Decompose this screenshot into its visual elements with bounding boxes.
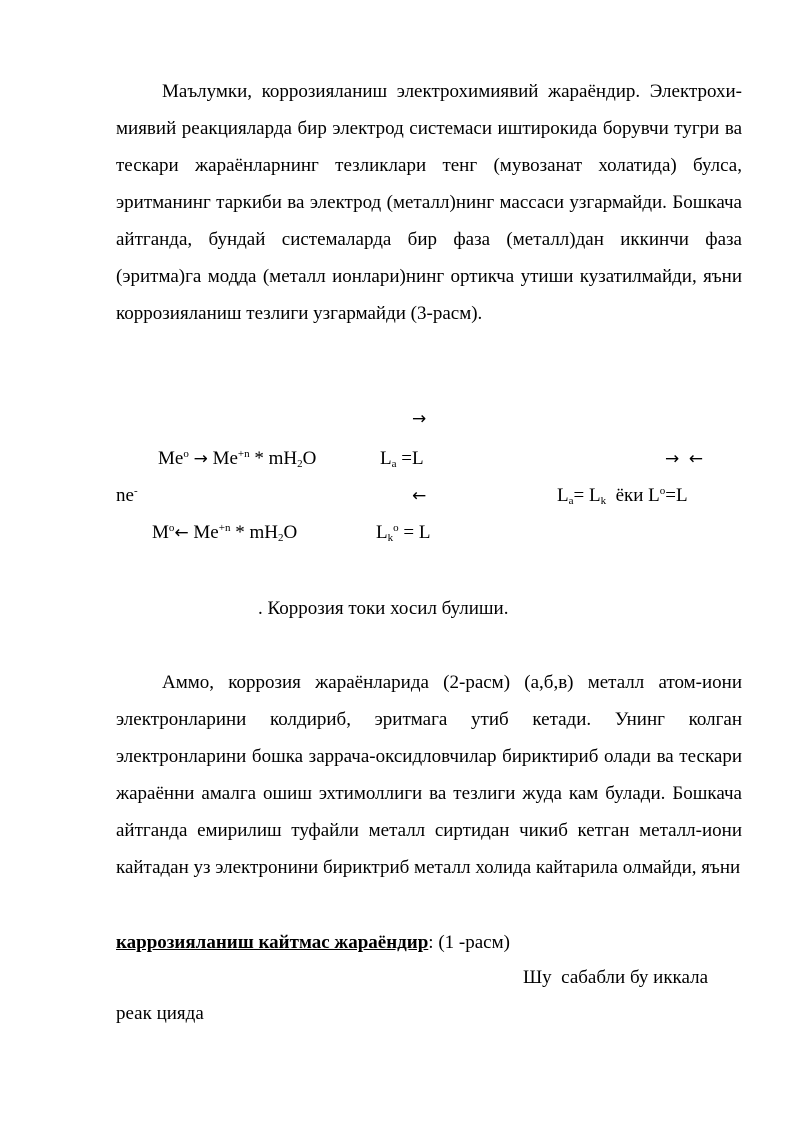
eq-me2-sup: +n (237, 448, 250, 460)
res-l1: L (557, 485, 569, 506)
la-sub: a (391, 458, 397, 470)
equation-lk (376, 522, 430, 544)
right-arrow-icon: → (193, 449, 208, 469)
right-arrow-icon: → (665, 449, 680, 469)
paragraph-intro (116, 73, 742, 332)
underlined-line (116, 932, 510, 954)
eq3-me-sup: +n (218, 522, 231, 534)
res-sub2: k (600, 495, 607, 507)
equation-la (380, 448, 424, 470)
underlined-phrase: каррозияланиш кайтмас жараёндир (116, 932, 429, 953)
lk-rest: = L (398, 522, 431, 543)
equilibrium-arrows (665, 448, 703, 470)
eq-rest: * mH (249, 448, 298, 469)
eq3-me: Me (188, 522, 219, 543)
figure-ref: : (1 -расм) (428, 932, 510, 953)
left-arrow-icon: ← (174, 523, 189, 543)
lk-l: L (376, 522, 388, 543)
ne-text: ne (116, 485, 134, 506)
res-sub1: a (568, 495, 574, 507)
la-l: L (380, 448, 392, 469)
ne-sup: - (133, 485, 138, 497)
eq3-m: M (152, 522, 169, 543)
eq3-o: O (283, 522, 298, 543)
equation-result (557, 485, 688, 507)
la-rest: =L (396, 448, 424, 469)
paragraph-main (116, 664, 742, 886)
paragraph-main-text: Аммо, коррозия жараёнларида (2-расм) (а,б,в) металл атом-иони электронларини колдириб, эритмага утиб кетади. Унинг колган электронларини бошка заррача-оксидловчилар бириктириб олади ва тескари жараённи амалга ошиш эхтимоллиги ва тезлиги жуда кам булади. Бошкача айтганда емирилиш туфайли металл сиртидан чикиб кетган металл-иони кайтадан уз электронини бириктриб металл холида кайтарила олмайди, яъни (116, 672, 742, 878)
eq3-m-sup: o (168, 522, 175, 534)
last-line: реак цияда (116, 1003, 204, 1024)
left-arrow-icon: ← (412, 486, 427, 506)
eq-me-sup: o (183, 448, 189, 460)
figure-caption: . Коррозия токи хосил булиши. (258, 598, 509, 619)
res-sup: o (659, 485, 666, 497)
right-aligned-line: Шу сабабли бу иккала (523, 967, 709, 988)
eq3-sub: 2 (277, 532, 284, 544)
paragraph-intro-text: Маълумки, коррозияланиш электрохимиявий жараёндир. Электрохи-миявий реакцияларда бир электрод системаси иштирокида борувчи тугри ва тескари жараёнларнинг тезликлари тенг (мувозанат холатида) булса, эритманинг таркиби ва электрод (металл)нинг массаси узгармайди. Бошкача айтганда, бундай системаларда бир фаза (металл)дан иккинчи фаза (эритма)га модда (металл ионлари)нинг ортикча утиши кузатилмайди, яъни коррозияланиш тезлиги узгармайди (3-расм). (116, 81, 742, 324)
equation-row-forward (158, 448, 316, 470)
res-or: ёки L (606, 485, 660, 506)
eq-o: O (302, 448, 317, 469)
eq-me: Me (158, 448, 184, 469)
lk-sup: o (393, 522, 399, 534)
lk-sub: k (387, 532, 394, 544)
eq-sub: 2 (297, 458, 303, 470)
right-arrow-icon: → (412, 409, 427, 429)
eq-me2: Me (212, 448, 238, 469)
res-eq: = L (573, 485, 601, 506)
equation-ne (116, 485, 138, 507)
res-end: =L (665, 485, 688, 506)
left-arrow-icon: ← (688, 449, 703, 469)
equation-row-backward (152, 522, 297, 544)
eq3-rest: * mH (230, 522, 278, 543)
